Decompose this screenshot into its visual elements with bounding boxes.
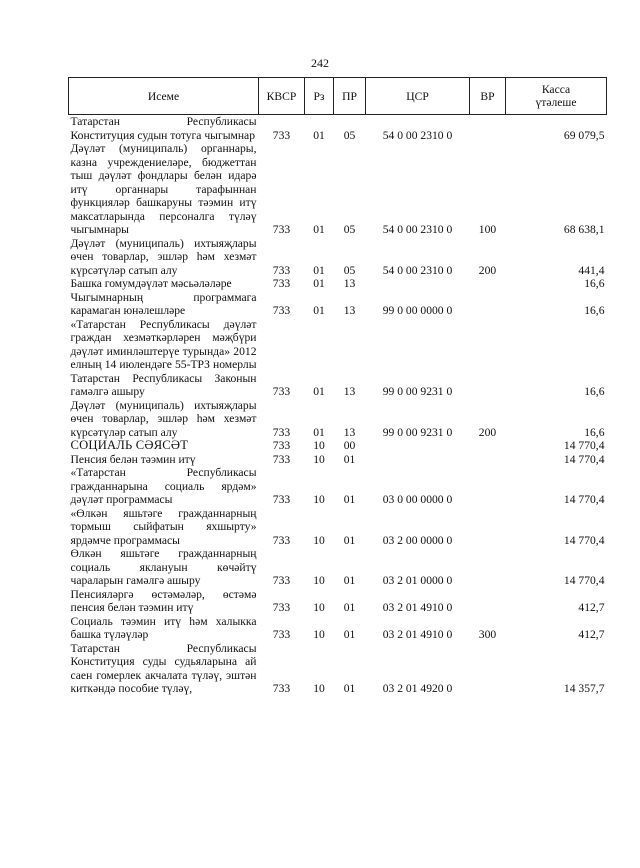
cell-csr: 03 2 00 0000 0 <box>382 533 453 547</box>
cell-pr: 05 <box>343 263 356 277</box>
cell-name: Татарстан Республикасы Конституция суды судьяларына ай саен гомерлек акчалата түләү, эштән киткәндә пособие түләү, <box>70 641 257 695</box>
cell-rz: 01 <box>313 425 325 439</box>
table-row <box>69 615 607 642</box>
cell-vr: 100 <box>478 223 497 236</box>
cell-amount: 441,4 <box>578 263 605 277</box>
cell-rz: 10 <box>313 574 325 587</box>
cell-vr: 200 <box>478 425 497 439</box>
cell-csr <box>366 439 470 453</box>
cell-kvsr: 733 <box>272 439 291 452</box>
cell-csr: 03 0 00 0000 0 <box>382 493 453 506</box>
cell-amount: 14 770,4 <box>563 493 605 506</box>
cell-csr: 99 0 00 9231 0 <box>382 385 453 398</box>
cell-amount: 412,7 <box>578 601 605 614</box>
cell-amount: 14 770,4 <box>563 439 605 452</box>
cell-csr: 03 2 01 4910 0 <box>382 601 453 614</box>
header-rz: Рз <box>305 78 334 115</box>
cell-rz: 10 <box>313 439 325 452</box>
cell-kvsr: 733 <box>272 128 291 142</box>
cell-pr: 13 <box>343 425 356 439</box>
cell-name: «Татарстан Республикасы гражданнарына социаль ярдәм» дәүләт программасы <box>70 466 257 506</box>
header-pr: ПР <box>334 78 366 115</box>
cell-kvsr: 733 <box>272 223 291 236</box>
cell-pr: 01 <box>343 533 356 547</box>
cell-pr: 01 <box>343 682 356 695</box>
cell-kvsr: 733 <box>272 601 291 614</box>
cell-rz: 10 <box>313 533 325 547</box>
header-name: Исеме <box>69 78 259 115</box>
cell-pr: 01 <box>343 574 356 587</box>
cell-pr: 05 <box>343 128 356 142</box>
table-row <box>69 439 607 453</box>
cell-pr: 13 <box>343 304 356 317</box>
header-amount: Касса үтәлеше <box>506 78 607 115</box>
cell-csr <box>366 277 470 291</box>
cell-name: СОЦИАЛЬ СӘЯСӘТ <box>70 438 189 452</box>
table-row <box>69 547 607 588</box>
cell-name: Дәүләт (муниципаль) ихтыяҗлары өчен товарлар, эшләр һәм хезмәт күрсәтүләр сатып алу <box>70 236 257 277</box>
cell-pr: 00 <box>343 439 356 452</box>
cell-csr: 03 2 01 4920 0 <box>382 682 453 695</box>
table-row <box>69 453 607 467</box>
header-kvsr: КВСР <box>259 78 305 115</box>
table-row <box>69 142 607 237</box>
cell-amount: 69 079,5 <box>563 128 605 142</box>
cell-amount: 16,6 <box>584 277 605 290</box>
cell-csr: 54 0 00 2310 0 <box>382 128 453 142</box>
cell-vr <box>470 507 506 548</box>
cell-name: Пенсияләргә өстәмәләр, өстәмә пенсия белән тәэмин итү <box>70 587 257 614</box>
table-row <box>69 466 607 507</box>
cell-pr: 13 <box>343 385 356 398</box>
table-header <box>69 78 607 115</box>
cell-vr <box>470 547 506 588</box>
cell-pr: 01 <box>343 452 356 466</box>
cell-amount: 14 770,4 <box>563 574 605 587</box>
cell-kvsr: 733 <box>272 682 291 695</box>
cell-amount: 14 357,7 <box>563 682 605 695</box>
cell-name: Чыгымнарның программага карамаган юнәлешләре <box>70 290 257 317</box>
cell-name: «Өлкән яшьтәге гражданнарның тормыш сыйфатын яхшырту» ярдәмче программасы <box>70 506 257 547</box>
cell-kvsr: 733 <box>272 628 291 641</box>
header-vr: ВР <box>470 78 506 115</box>
cell-kvsr: 733 <box>272 304 291 317</box>
cell-amount: 14 770,4 <box>563 533 605 547</box>
cell-csr: 99 0 00 9231 0 <box>382 425 453 439</box>
header-csr: ЦСР <box>366 78 470 115</box>
cell-rz: 10 <box>313 682 325 695</box>
cell-csr: 99 0 00 0000 0 <box>382 304 453 317</box>
cell-kvsr: 733 <box>272 452 291 466</box>
table-row <box>69 642 607 696</box>
page-number: 242 <box>311 56 329 70</box>
cell-name: Социаль тәэмин итү һәм халыкка башка түләүләр <box>70 614 257 641</box>
cell-pr: 01 <box>343 628 356 641</box>
cell-rz: 01 <box>313 223 325 236</box>
cell-name: Дәүләт (муниципаль) ихтыяҗлары өчен товарлар, эшләр һәм хезмәт күрсәтүләр сатып алу <box>70 398 257 439</box>
cell-name: Өлкән яшьтәге гражданнарның социаль яклануын көчәйтү чараларын гамәлгә ашыру <box>70 547 257 587</box>
cell-vr <box>470 318 506 399</box>
cell-csr <box>366 453 470 467</box>
cell-rz: 01 <box>313 263 325 277</box>
cell-amount: 16,6 <box>584 385 605 398</box>
cell-vr <box>470 291 506 318</box>
cell-name: Дәүләт (муниципаль) органнары, казна учреждениеләре, бюджеттан тыш дәүләт фондлары белән идарә итү органнары тарафыннан функцияләр башкаруны тәэмин итү максатларында персоналга түләү чыгымнары <box>70 142 257 236</box>
table-row <box>69 588 607 615</box>
cell-amount: 412,7 <box>578 628 605 641</box>
table-row <box>69 115 607 143</box>
cell-amount: 68 638,1 <box>563 223 605 236</box>
cell-kvsr: 733 <box>272 263 291 277</box>
cell-name: Башка гомумдәүләт мәсьәләләре <box>70 277 232 290</box>
cell-csr: 03 2 01 0000 0 <box>382 574 453 587</box>
cell-pr: 05 <box>343 223 356 236</box>
cell-csr: 54 0 00 2310 0 <box>382 263 453 277</box>
cell-vr <box>470 439 506 453</box>
cell-pr: 13 <box>343 277 356 290</box>
cell-rz: 01 <box>313 277 325 290</box>
cell-csr: 54 0 00 2310 0 <box>382 223 453 236</box>
cell-rz: 10 <box>313 452 325 466</box>
table-row <box>69 277 607 291</box>
cell-vr <box>470 642 506 696</box>
budget-table <box>68 77 607 696</box>
cell-vr <box>470 277 506 291</box>
cell-pr: 01 <box>343 493 356 506</box>
cell-vr <box>470 115 506 143</box>
cell-amount: 14 770,4 <box>563 452 605 466</box>
cell-name: «Татарстан Республикасы дәүләт граждан хезмәткәрләрен мәҗбүри дәүләт иминләштерүе турында» 2012 елның 14 июлендәге 55-ТРЗ номерлы Татарстан Республикасы Законын гамәлгә ашыру <box>70 317 257 398</box>
cell-kvsr: 733 <box>272 574 291 587</box>
cell-name: Пенсия белән тәэмин итү <box>70 452 196 466</box>
cell-kvsr: 733 <box>272 425 291 439</box>
cell-vr: 300 <box>478 628 497 641</box>
cell-rz: 10 <box>313 628 325 641</box>
table-row <box>69 399 607 440</box>
cell-name: Татарстан Республикасы Конституция судын тотуга чыгымнар <box>70 115 257 142</box>
cell-vr <box>470 588 506 615</box>
table-row <box>69 237 607 278</box>
cell-pr: 01 <box>343 601 356 614</box>
cell-rz: 01 <box>313 128 325 142</box>
cell-amount: 16,6 <box>584 425 605 439</box>
cell-amount: 16,6 <box>584 304 605 317</box>
table-row <box>69 291 607 318</box>
cell-kvsr: 733 <box>272 533 291 547</box>
cell-rz: 10 <box>313 601 325 614</box>
cell-vr: 200 <box>478 263 497 277</box>
table-body <box>69 115 607 696</box>
cell-rz: 10 <box>313 493 325 506</box>
cell-kvsr: 733 <box>272 493 291 506</box>
table-row <box>69 318 607 399</box>
cell-rz: 01 <box>313 385 325 398</box>
cell-kvsr: 733 <box>272 385 291 398</box>
cell-rz: 01 <box>313 304 325 317</box>
cell-vr <box>470 453 506 467</box>
cell-csr: 03 2 01 4910 0 <box>382 628 453 641</box>
cell-kvsr: 733 <box>272 277 291 290</box>
table-row <box>69 507 607 548</box>
cell-vr <box>470 466 506 507</box>
